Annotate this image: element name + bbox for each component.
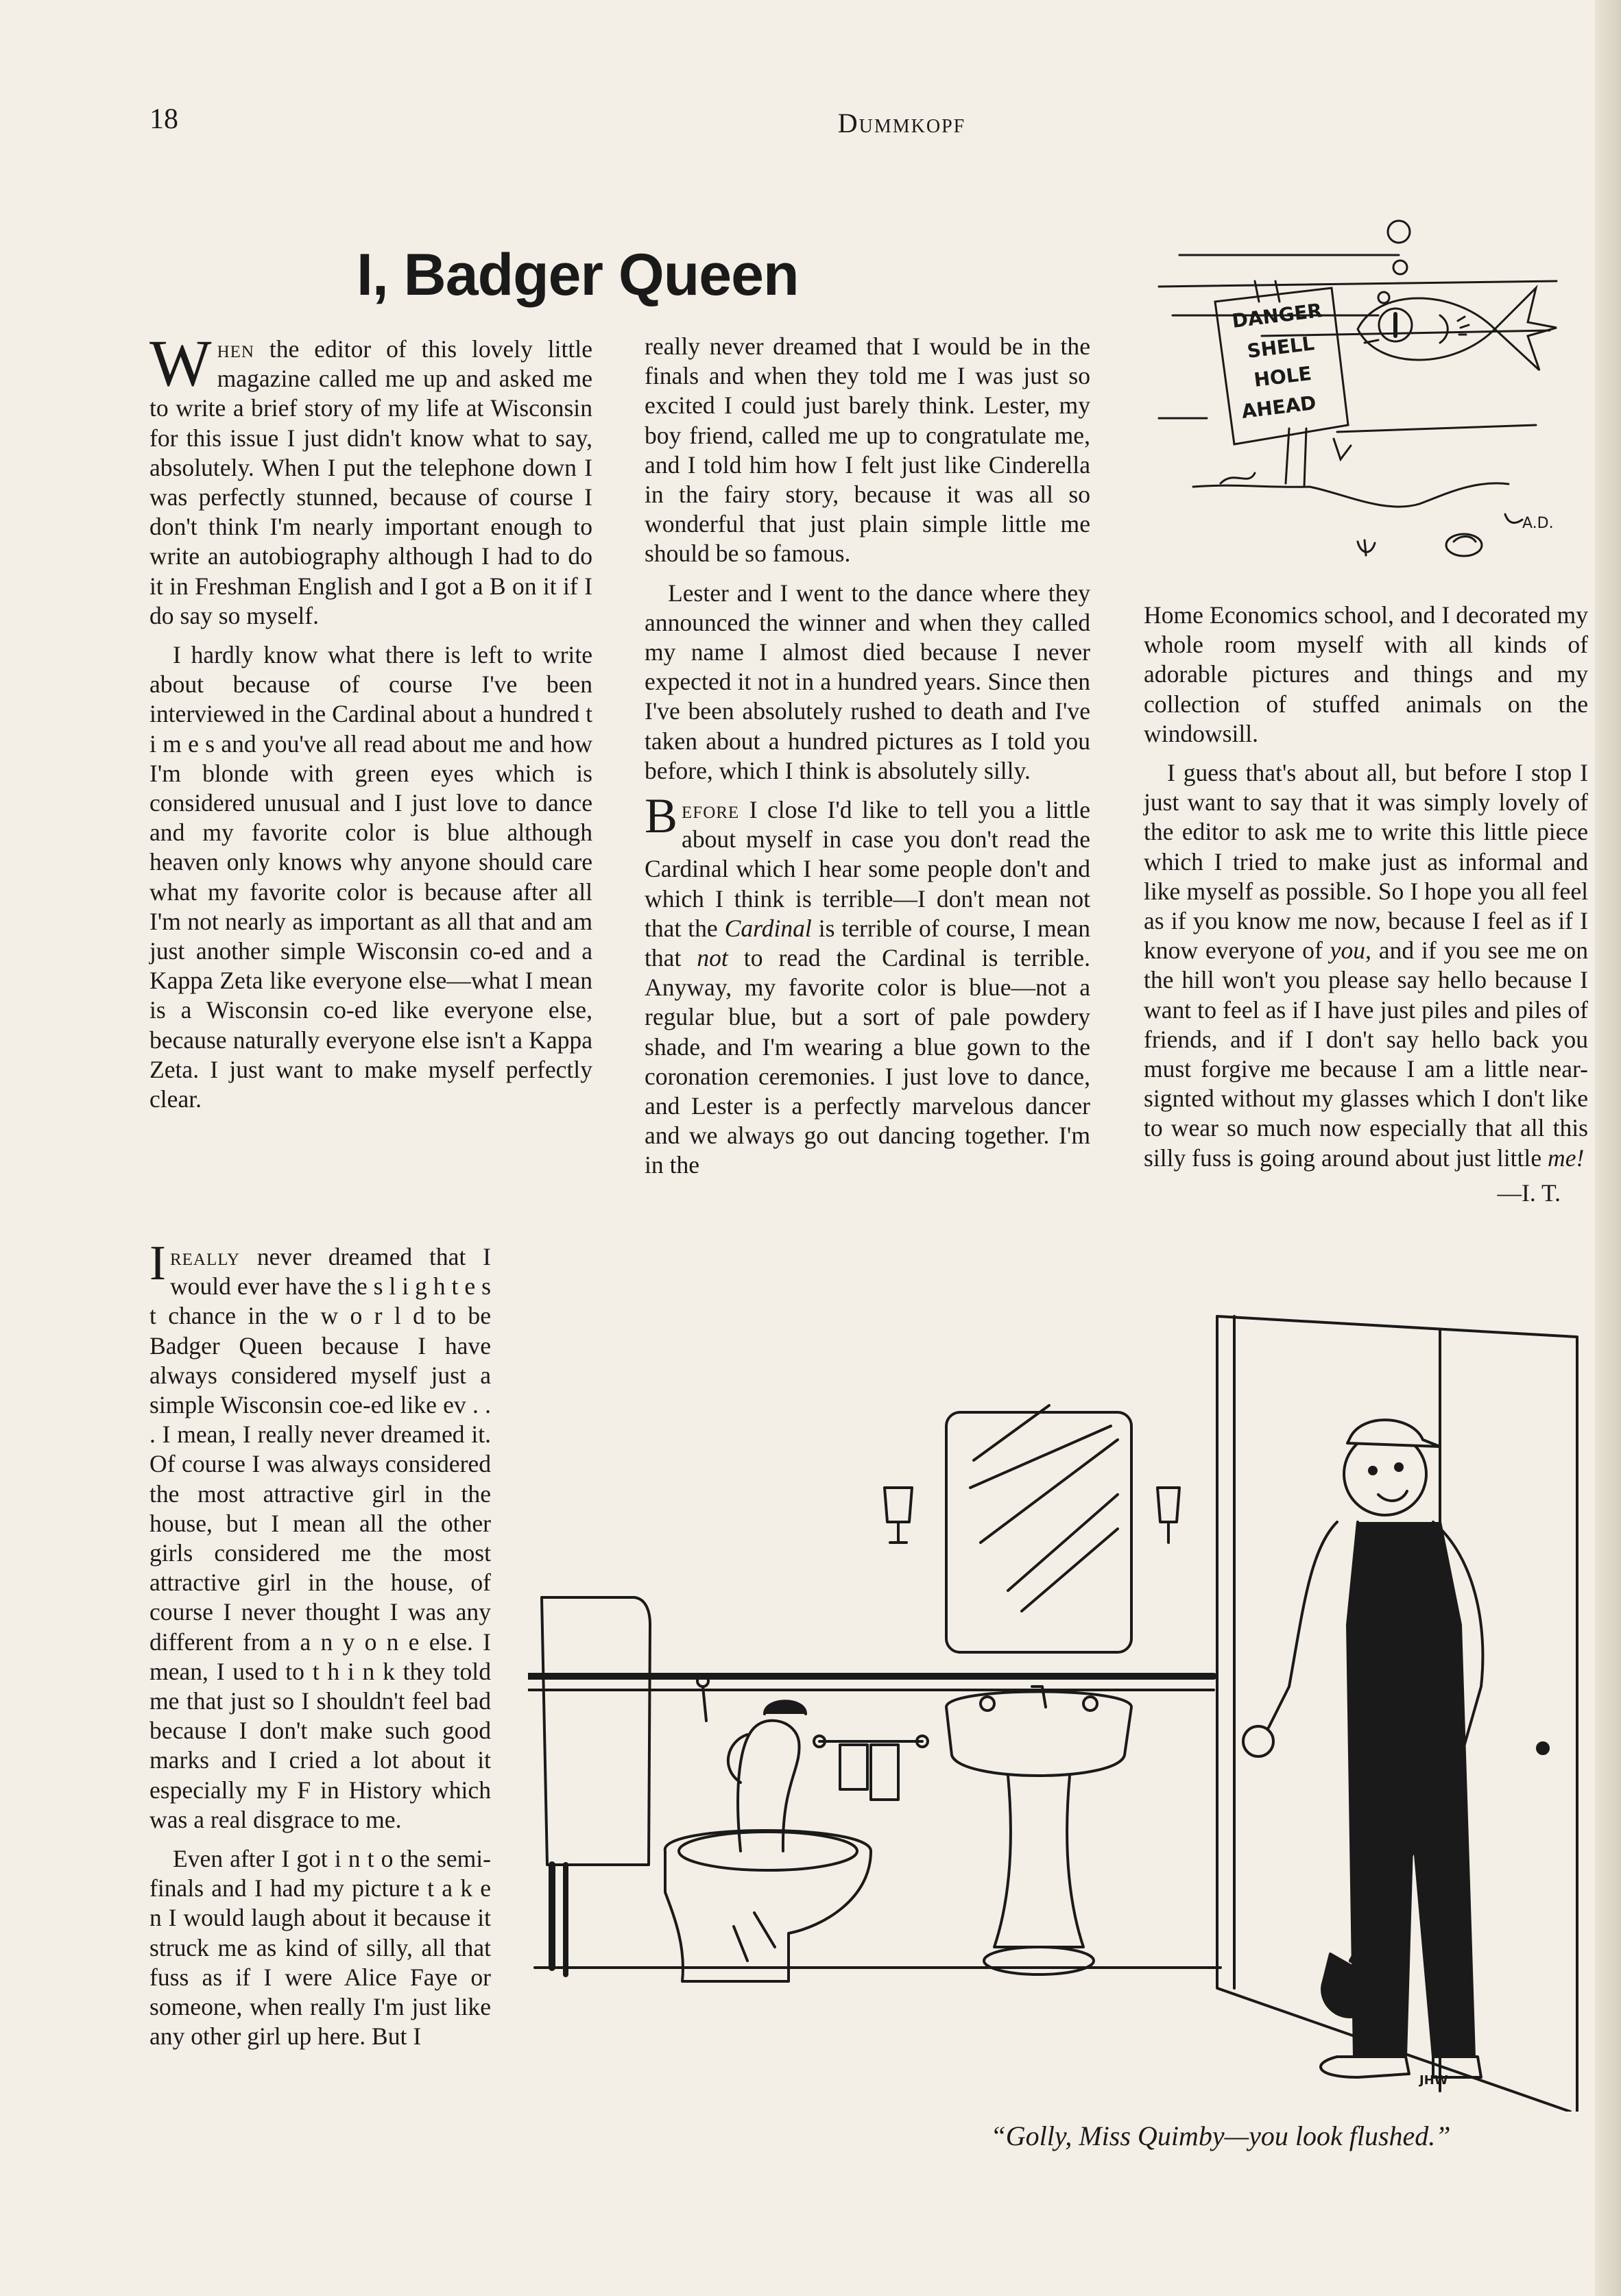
column-2 [645, 332, 1090, 1190]
drop-cap: I [149, 1235, 166, 1290]
column-3 [1144, 601, 1588, 1208]
paragraph-6: Lester and I went to the dance where they announced the winner and when they called my name I almost died because I never expected it not in a hundred years. Since then I've been absolutely rushed to death and I've taken about a hundred pictures as I told you before, which I think is absolutely silly. [645, 579, 1090, 784]
author-signature: —I. T. [1497, 1179, 1561, 1207]
article-title: I, Badger Queen [357, 242, 799, 308]
bathroom-cartoon [528, 1303, 1598, 2112]
column-1-narrow [149, 1235, 491, 2051]
running-head: Dummkopf [837, 108, 966, 138]
paragraph-1: When the editor of this lovely little magazine called me up and asked me to write a brief story of my life at Wisconsin for this issue I just didn't know what to say, absolutely. When I put the telephone down I was perfectly stunned, because of course I don't think I'm nearly important enough to write an autobiography although I had to do it in Freshman English and I got a B on it if I do say so myself. [149, 326, 592, 629]
sign-line: HOLE [1252, 361, 1313, 391]
sign-line: AHEAD [1240, 391, 1318, 423]
sign-line: DANGER [1230, 299, 1323, 333]
paragraph-9: I guess that's about all, but before I stop I just want to say that it was simply lovely of the editor to ask me to write this little piece which I tried to make just as informal and like myself as possible. So I hope you all feel as if you know me now, because I feel as if I know everyone of you, and if you see me on the hill won't you please say hello because I want to feel as if I have just piles and piles of friends, and if I don't say hello back you must forgive me because I am a little near-signted without my glasses which I don't like to wear so much now especially that all this silly fuss is going around about just little me! [1144, 759, 1589, 1172]
paragraph-7: Before I close I'd like to tell you a little about myself in case you don't read the Cardinal which I hear some people don't and which I think is terrible—I don't mean not that the Cardinal is terrible of course, I mean that not to read the Cardinal is terrible. Anyway, my favorite color is blue—not a regular blue, but a sort of pale powdery shade, and I'm wearing a blue gown to the coronation ceremonies. I just love to dance, and Lester is a perfectly marvelous dancer and we always go out dancing together. I'm in the [645, 788, 1090, 1179]
paragraph-8: Home Economics school, and I decorated my whole room myself with all kinds of adorable pictures and things and my collection of stuffed animals on the windowsill. [1144, 601, 1588, 747]
paragraph-5: really never dreamed that I would be in the finals and when they told me I was just so excited I could just barely think. Lester, my boy friend, called me up to congratulate me, and I told him how I felt just like Cinderella in the fairy story, because it was all so wonderful that just plain simple little me should be so famous. [645, 333, 1090, 568]
paragraph-2: I hardly know what there is left to write about because of course I've been interviewed in the Cardinal about a hundred t i m e s and you've all read about me and how I'm blonde with green eyes which is considered unusual and I just love to dance and my favorite color is blue although heaven only knows why anyone should care what my favorite color is because after all I'm not nearly as important as all that and am just another simple Wisconsin co-ed and a Kappa Zeta like everyone else—what I mean is a Wisconsin co-ed like everyone else, because naturally everyone else isn't a Kappa Zeta. I just want to make myself perfectly clear. [149, 641, 592, 1113]
fish-cartoon [1152, 213, 1563, 569]
paragraph-3: Ireally never dreamed that I would ever have the s l i g h t e s t chance in the w o r l d to be Badger Queen because I have always considered myself just a simple Wisconsin coe-ed like ev . . . I mean, I really never dreamed it. Of course I was always considered the most attractive girl in the house, but I mean all the other girls considered me the most attractive girl in the house, of course I never thought I was any different from a n y o n e else. I mean, I used to t h i n k they told me that just so I shouldn't feel bad because I don't make such good marks and I cried a lot about it especially my F in History which was a real disgrace to me. [149, 1235, 491, 1833]
sign-line: SHELL [1245, 332, 1316, 363]
cartoon-initials: A.D. [1522, 515, 1554, 532]
drop-cap: W [149, 326, 212, 400]
paragraph-4: Even after I got i n t o the semi-finals and I had my picture t a k e n I would laugh about it because it struck me as kind of silly, all that fuss as if I were Alice Faye or someone, when really I'm just like any other girl up here. But I [149, 1845, 491, 2051]
page-number: 18 [149, 104, 178, 135]
drop-cap: B [645, 788, 678, 844]
artist-initials: JHW [1419, 2073, 1448, 2088]
page-edge [1595, 0, 1621, 2296]
column-1 [149, 326, 592, 1124]
cartoon-caption: “Golly, Miss Quimby—you look flushed.” [990, 2120, 1451, 2151]
